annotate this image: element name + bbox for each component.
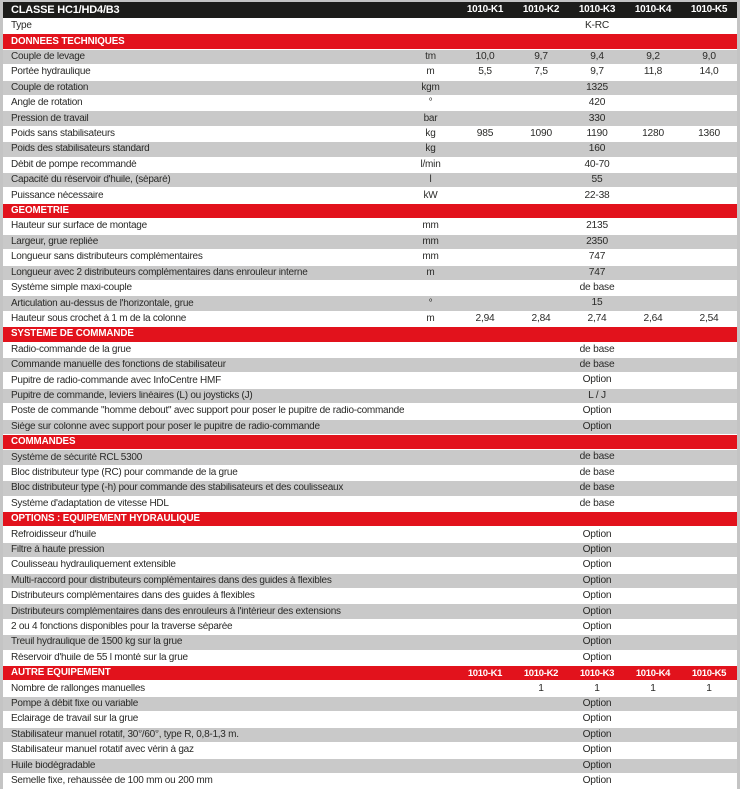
table-row: [3, 466, 737, 481]
span-value-cell: 40-70: [584, 158, 610, 170]
span-value-cell: 15: [591, 297, 603, 309]
table-row: [3, 343, 737, 358]
row-label: Siège sur colonne avec support pour poser le pupitre de radio-commande: [11, 421, 320, 432]
class-title: CLASSE HC1/HD4/B3: [11, 3, 120, 16]
row-label: Poste de commande "homme debout" avec support pour poser le pupitre de radio-commande: [11, 406, 404, 417]
span-value-cell: Option: [582, 605, 612, 617]
unit-cell: kg: [425, 128, 436, 140]
unit-cell: l/min: [420, 158, 441, 170]
table-row: [3, 173, 737, 188]
row-label: Bloc distributeur type (RC) pour commande de la grue: [11, 467, 238, 478]
section-title: GÉOMÉTRIE: [11, 206, 69, 216]
column-header-1010-k3: 1010-K3: [578, 4, 616, 15]
column-header-1010-k5: 1010-K5: [691, 667, 727, 679]
span-value-cell: 1325: [586, 81, 608, 93]
unit-cell: tm: [425, 51, 436, 63]
unit-cell: kg: [425, 143, 436, 155]
span-value-cell: 55: [591, 174, 603, 186]
row-label: Refroidisseur d'huile: [11, 529, 97, 540]
row-label: Commande manuelle des fonctions de stabilisateur: [11, 360, 226, 371]
section-band-geometrie: [3, 204, 737, 219]
span-value-cell: 2350: [586, 235, 608, 247]
table-row: [3, 281, 737, 296]
span-value-cell: 2135: [586, 220, 608, 232]
row-label: Bloc distributeur type (-h) pour commande des stabilisateurs et des coulisseaux: [11, 483, 344, 494]
row-label: Radio-commande de la grue: [11, 344, 131, 355]
table-row: [3, 373, 737, 388]
table-row: [3, 81, 737, 96]
table-row: [3, 604, 737, 619]
section-band-commandes: [3, 435, 737, 450]
section-title: COMMANDES: [11, 437, 76, 448]
table-row: [3, 558, 737, 573]
table-row: [3, 774, 737, 789]
row-label: Longueur avec 2 distributeurs complémentaires dans enrouleur interne: [11, 267, 308, 278]
row-label: Pupitre de commande, leviers linéaires (L) ou joysticks (J): [11, 390, 253, 401]
value-cell: 9,7: [534, 50, 548, 62]
row-label: 2 ou 4 fonctions disponibles pour la traverse séparée: [11, 622, 233, 633]
row-label: Réservoir d'huile de 55 l monté sur la grue: [11, 652, 188, 663]
table-row: [3, 96, 737, 111]
span-value-cell: Option: [582, 590, 612, 602]
column-header-1010-k4: 1010-K4: [635, 667, 671, 679]
column-header-1010-k3: 1010-K3: [579, 667, 615, 679]
row-label: Système d'adaptation de vitesse HDL: [11, 498, 169, 509]
table-row: [3, 266, 737, 281]
unit-cell: bar: [423, 112, 438, 124]
unit-cell: l: [429, 174, 432, 186]
table-row: [3, 389, 737, 404]
table-row: [3, 697, 737, 712]
span-value-cell: 747: [588, 251, 606, 263]
unit-cell: mm: [422, 220, 439, 232]
row-label: Système simple maxi-couple: [11, 283, 132, 294]
table-row: [3, 651, 737, 666]
span-value-cell: de base: [579, 497, 615, 509]
value-cell: 2,94: [475, 312, 495, 324]
row-label: Coulisseau hydrauliquement extensible: [11, 560, 176, 571]
value-cell: 2,84: [531, 312, 551, 324]
unit-cell: °: [428, 297, 433, 309]
table-row: [3, 127, 737, 142]
table-row: [3, 681, 737, 696]
section-title: SYSTÈME DE COMMANDE: [11, 329, 134, 340]
table-row: [3, 219, 737, 234]
unit-cell: m: [426, 312, 435, 324]
section-title: AUTRE ÉQUIPEMENT: [11, 668, 111, 679]
span-value-cell: Option: [582, 744, 612, 756]
value-cell: 14,0: [699, 66, 719, 78]
row-label: Poids sans stabilisateurs: [11, 129, 115, 140]
value-cell: 2,64: [643, 312, 663, 324]
table-row: [3, 65, 737, 80]
table-row: [3, 589, 737, 604]
span-value-cell: Option: [582, 728, 612, 740]
table-row: [3, 142, 737, 157]
span-value-cell: Option: [582, 620, 612, 632]
value-cell: 11,8: [643, 66, 663, 78]
table-header-row: [3, 2, 737, 19]
value-cell: 9,7: [590, 66, 604, 78]
row-label: Articulation au-dessus de l'horizontale, grue: [11, 298, 194, 309]
column-header-1010-k1: 1010-K1: [467, 667, 503, 679]
span-value-cell: L / J: [588, 389, 606, 401]
row-label: Treuil hydraulique de 1500 kg sur la grue: [11, 637, 183, 648]
column-header-1010-k4: 1010-K4: [634, 4, 672, 15]
table-row: [3, 450, 737, 465]
value-cell: 1190: [586, 127, 608, 139]
row-label: Huile biodégradable: [11, 760, 96, 771]
table-row: [3, 188, 737, 203]
table-row: [3, 420, 737, 435]
table-row: [3, 111, 737, 126]
span-value-cell: 330: [588, 112, 606, 124]
row-label: Stabilisateur manuel rotatif avec vérin à gaz: [11, 745, 194, 756]
unit-cell: m: [426, 66, 435, 78]
span-value-cell: Option: [582, 528, 612, 540]
span-value-cell: 160: [588, 143, 606, 155]
column-header-1010-k2: 1010-K2: [522, 4, 560, 15]
table-row: [3, 50, 737, 65]
value-cell: 1090: [530, 127, 552, 139]
span-value-cell: de base: [579, 282, 615, 293]
table-row: [3, 404, 737, 419]
row-label: Type: [11, 21, 32, 32]
row-label: Couple de levage: [11, 52, 85, 63]
table-row: [3, 358, 737, 373]
span-value-cell: 747: [588, 266, 606, 278]
value-cell: 2,54: [699, 312, 719, 324]
value-cell: 1360: [698, 127, 720, 139]
row-label: Pression de travail: [11, 113, 89, 124]
unit-cell: m: [426, 266, 435, 278]
span-value-cell: Option: [582, 420, 612, 432]
column-header-1010-k2: 1010-K2: [523, 667, 559, 679]
section-band-autre-equipement: [3, 666, 737, 681]
row-label: Nombre de rallonges manuelles: [11, 683, 145, 694]
value-cell: 9,0: [702, 50, 716, 62]
span-value-cell: de base: [579, 343, 615, 355]
row-label: Longueur sans distributeurs complémentaires: [11, 252, 203, 263]
type-row: [3, 19, 737, 34]
span-value-cell: 420: [588, 97, 606, 109]
row-label: Distributeurs complémentaires dans des guides à flexibles: [11, 591, 255, 602]
row-label: Pompe à débit fixe ou variable: [11, 699, 139, 710]
value-cell: 1: [650, 682, 656, 694]
value-cell: 10,0: [475, 50, 495, 62]
spec-table: [3, 2, 737, 789]
value-cell: 1: [706, 682, 712, 694]
table-row: [3, 620, 737, 635]
span-value-cell: Option: [582, 374, 612, 386]
row-label: Largeur, grue repliée: [11, 236, 99, 247]
table-row: [3, 497, 737, 512]
section-band-donnees-techniques: [3, 34, 737, 49]
row-label: Puissance nécessaire: [11, 190, 104, 201]
table-row: [3, 543, 737, 558]
table-row: [3, 158, 737, 173]
table-row: [3, 527, 737, 542]
table-row: [3, 312, 737, 327]
span-value-cell: 22-38: [584, 189, 610, 201]
table-row: [3, 712, 737, 727]
row-label: Semelle fixe, rehaussée de 100 mm ou 200 mm: [11, 776, 213, 787]
span-value-cell: Option: [582, 543, 612, 555]
unit-cell: kgm: [421, 81, 440, 93]
span-value-cell: de base: [579, 451, 615, 463]
column-header-1010-k1: 1010-K1: [466, 4, 504, 15]
span-value-cell: de base: [579, 482, 615, 494]
unit-cell: kW: [423, 189, 438, 201]
value-cell: 2,74: [587, 312, 607, 324]
unit-cell: mm: [422, 251, 439, 263]
value-cell: 985: [476, 127, 494, 139]
row-label: Angle de rotation: [11, 98, 83, 109]
unit-cell: mm: [422, 235, 439, 247]
span-value-cell: Option: [582, 713, 612, 725]
row-label: Distributeurs complémentaires dans des enrouleurs à l'intérieur des extensions: [11, 606, 341, 617]
row-label: Éclairage de travail sur la grue: [11, 714, 139, 725]
span-value-cell: Option: [582, 651, 612, 663]
table-row: [3, 635, 737, 650]
column-header-1010-k5: 1010-K5: [690, 4, 728, 15]
table-row: [3, 759, 737, 774]
row-label: Stabilisateur manuel rotatif, 30°/60°, type R, 0,8-1,3 m.: [11, 729, 239, 740]
span-value-cell: Option: [582, 759, 612, 771]
row-label: Pupitre de radio-commande avec InfoCentre HMF: [11, 375, 221, 386]
table-row: [3, 743, 737, 758]
section-title: OPTIONS : ÉQUIPEMENT HYDRAULIQUE: [11, 514, 200, 525]
row-label: Portée hydraulique: [11, 67, 91, 78]
row-label: Débit de pompe recommandé: [11, 159, 137, 170]
span-value-cell: Option: [582, 636, 612, 648]
span-value-cell: Option: [582, 697, 612, 709]
unit-cell: °: [428, 97, 433, 109]
table-row: [3, 574, 737, 589]
table-row: [3, 481, 737, 496]
span-value-cell: de base: [579, 359, 615, 371]
span-value-cell: de base: [579, 466, 615, 478]
row-label: Système de sécurité RCL 5300: [11, 452, 143, 463]
table-row: [3, 728, 737, 743]
row-label: Multi-raccord pour distributeurs complémentaires dans des guides à flexibles: [11, 575, 332, 586]
table-row: [3, 250, 737, 265]
value-cell: 9,4: [590, 50, 604, 62]
value-cell: 1280: [642, 127, 664, 139]
value-cell: 5,5: [478, 66, 492, 78]
section-title: DONNÉES TECHNIQUES: [11, 36, 125, 47]
span-value-cell: Option: [582, 775, 612, 786]
row-label: Capacité du réservoir d'huile, (séparé): [11, 175, 171, 186]
span-value-cell: Option: [582, 559, 612, 571]
table-row: [3, 296, 737, 311]
row-label: Poids des stabilisateurs standard: [11, 144, 150, 155]
row-label: Hauteur sous crochet à 1 m de la colonne: [11, 313, 187, 324]
value-cell: 9,2: [646, 50, 660, 62]
value-cell: 1: [538, 682, 544, 694]
section-band-options-equipement-hydraulique: [3, 512, 737, 527]
span-value-cell: Option: [582, 405, 612, 417]
value-cell: 1: [594, 682, 600, 694]
row-label: Couple de rotation: [11, 82, 89, 93]
section-band-systeme-de-commande: [3, 327, 737, 342]
row-label: Hauteur sur surface de montage: [11, 221, 147, 232]
table-row: [3, 235, 737, 250]
span-value-cell: Option: [582, 574, 612, 586]
row-label: Filtre à haute pression: [11, 545, 105, 556]
type-value: K-RC: [584, 20, 610, 32]
value-cell: 7,5: [534, 66, 548, 78]
